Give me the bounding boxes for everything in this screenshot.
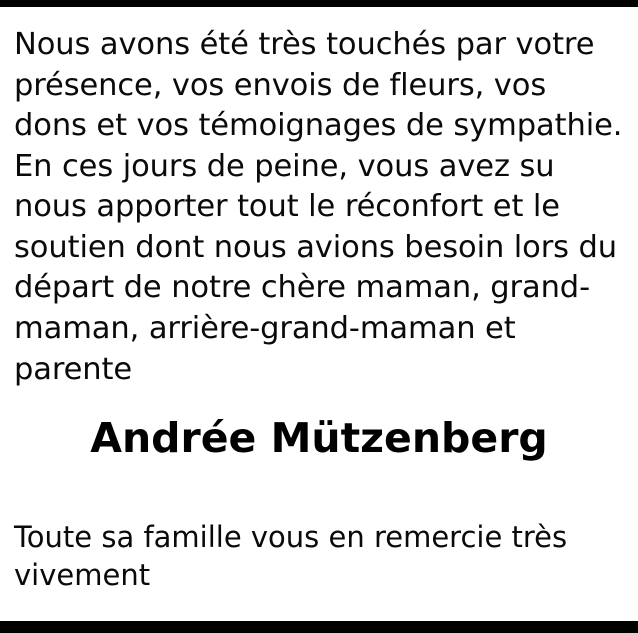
closing-text-line-1: Toute sa famille vous en remercie très	[14, 519, 568, 554]
closing-text	[14, 479, 624, 633]
notice-body-text: Nous avons été très touchés par votre présence, vos envois de fleurs, vos dons et vos témoignages de sympathie. En ces jours de peine, vous avez su nous apporter tout le réconfort et le soutien dont nous avions besoin lors du départ de notre chère maman, grand-maman, arrière-grand-maman et parente	[14, 27, 623, 387]
closing-text-line-2: vivement	[14, 558, 151, 593]
deceased-name: Andrée Mützenberg	[90, 414, 548, 463]
deceased-name-block	[14, 416, 624, 461]
